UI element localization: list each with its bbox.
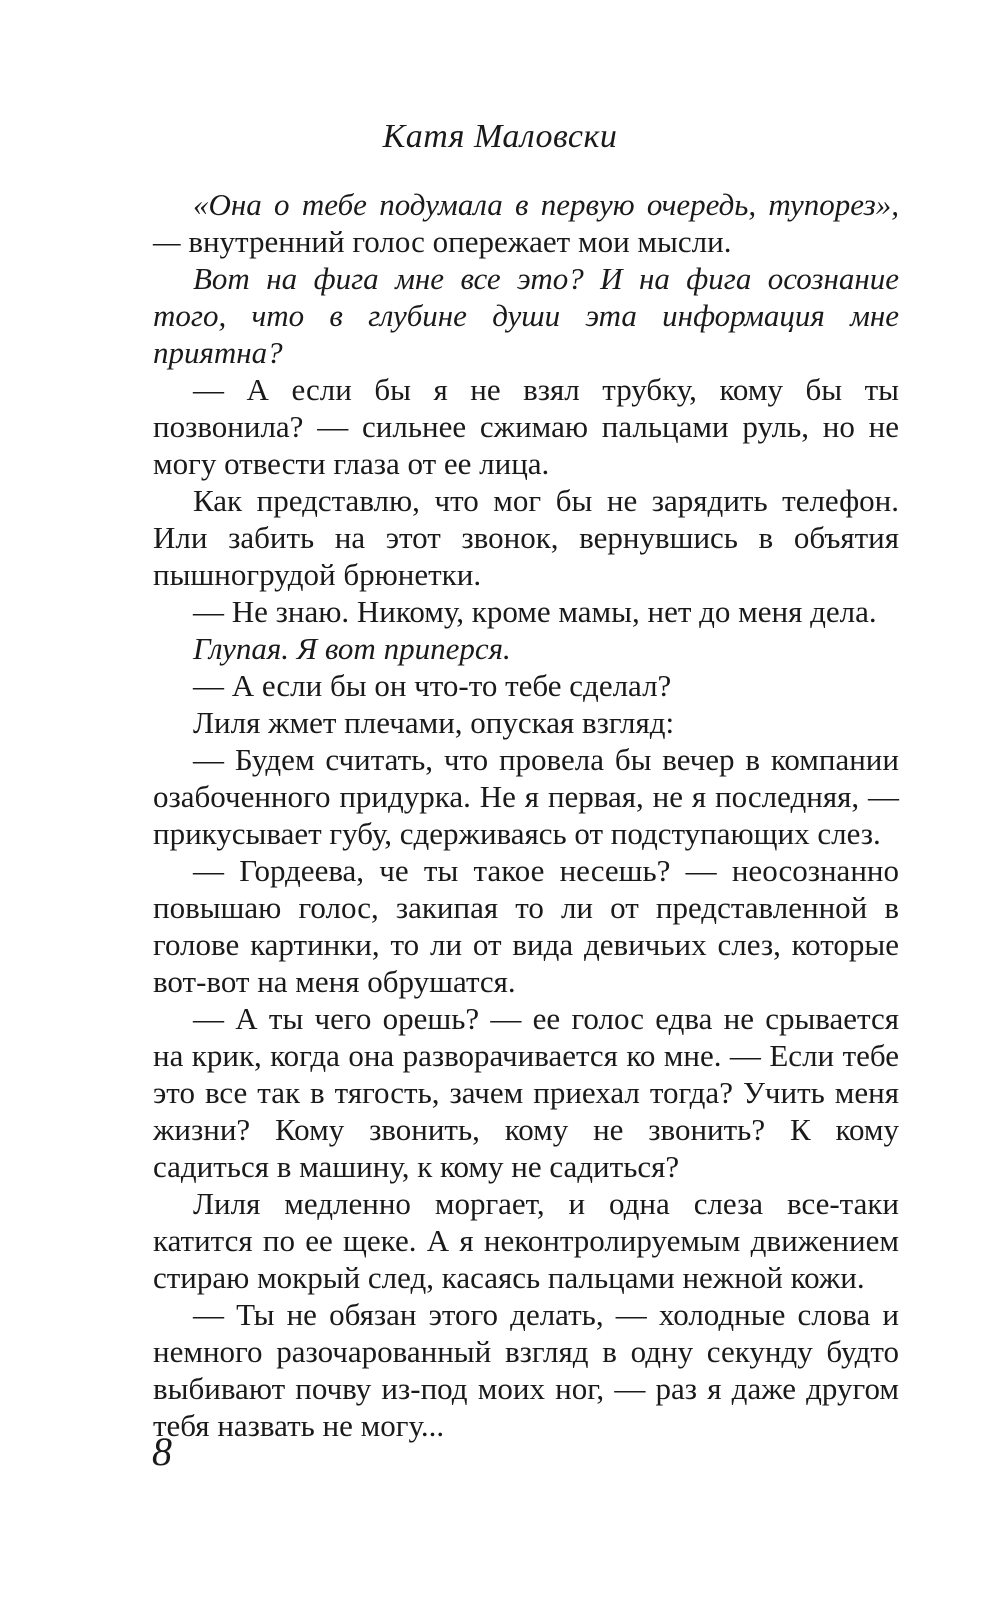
paragraph: Лиля жмет плечами, опуская взгляд: [193, 705, 675, 740]
paragraph: Вот на фига мне все это? И на фига осознание того, что в глубине души эта информация мне приятна? [153, 261, 899, 370]
paragraph: — А ты чего орешь? — ее голос едва не срывается на крик, когда она разворачивается ко мне. — Если тебе это все так в тягость, зачем приехал тогда? Учить меня жизни? Кому звонить, кому не звонить? К кому садиться в машину, к кому не садиться? [153, 1001, 899, 1184]
page-number: 8 [152, 1429, 172, 1474]
paragraph: — Ты не обязан этого делать, — холодные слова и немного разочарованный взгляд в одну секунду будто выбивают почву из-под моих ног, — раз я даже другом тебя назвать не могу... [153, 1297, 899, 1443]
paragraph: — Не знаю. Никому, кроме мамы, нет до меня дела. [193, 594, 877, 629]
paragraph: — А если бы я не взял трубку, кому бы ты позвонила? — сильнее сжимаю пальцами руль, но не могу отвести глаза от ее лица. [153, 372, 899, 481]
running-head: Катя Маловски [382, 118, 618, 155]
paragraph: — Гордеева, че ты такое несешь? — неосознанно повышаю голос, закипая то ли от представленной в голове картинки, то ли от вида девичьих слез, которые вот-вот на меня обрушатся. [153, 853, 899, 999]
paragraph-tail: внутренний голос опережает мои мысли. [188, 224, 732, 259]
paragraph: — А если бы он что-то тебе сделал? [193, 668, 672, 703]
body-text [153, 186, 899, 1444]
paragraph: Лиля медленно моргает, и одна слеза все-таки катится по ее щеке. А я неконтролируемым движением стираю мокрый след, касаясь пальцами нежной кожи. [153, 1186, 899, 1295]
paragraph: Глупая. Я вот приперся. [193, 631, 511, 666]
paragraph: Как представлю, что мог бы не зарядить телефон. Или забить на этот звонок, вернувшись в объятия пышногрудой брюнетки. [153, 483, 899, 592]
paragraph: — Будем считать, что провела бы вечер в компании озабоченного придурка. Не я первая, не я последняя, — прикусывает губу, сдерживаясь от подступающих слез. [153, 742, 899, 851]
inner-voice-quote: «Она о тебе подумала в первую очередь, тупорез», — [153, 187, 899, 259]
paragraph [153, 186, 899, 260]
